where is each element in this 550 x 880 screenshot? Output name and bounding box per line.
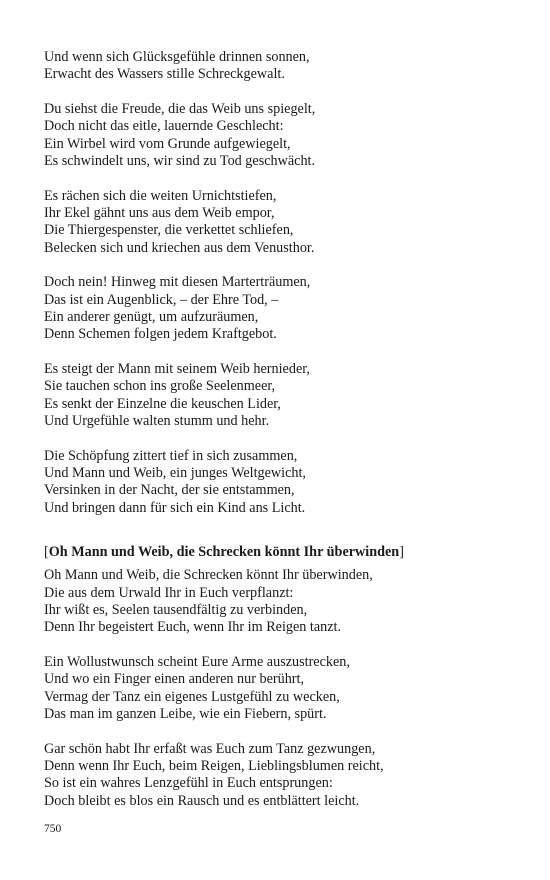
stanza bbox=[44, 448, 514, 517]
verse-line: Und Mann und Weib, ein junges Weltgewicht, bbox=[44, 465, 306, 482]
verse-line: Gar schön habt Ihr erfaßt was Euch zum Tanz gezwungen, bbox=[44, 740, 376, 757]
verse-line: Doch bleibt es blos ein Rausch und es entblättert leicht. bbox=[44, 792, 360, 809]
poem bbox=[44, 567, 514, 810]
stanza bbox=[44, 741, 514, 810]
verse-line: Ein Wirbel wird vom Grunde aufgewiegelt, bbox=[44, 135, 291, 152]
title-bracket-close: ] bbox=[399, 544, 404, 561]
stanza bbox=[44, 274, 514, 343]
verse-line: So ist ein wahres Lenzgefühl in Euch entsprungen: bbox=[44, 775, 333, 792]
poem-title bbox=[44, 544, 514, 561]
stanza bbox=[44, 188, 514, 257]
verse-line: Denn wenn Ihr Euch, beim Reigen, Lieblingsblumen reicht, bbox=[44, 758, 384, 774]
verse-line: Du siehst die Freude, die das Weib uns spiegelt, bbox=[44, 101, 316, 118]
verse-line: Belecken sich und kriechen aus dem Venusthor. bbox=[44, 239, 315, 256]
verse-line: Es senkt der Einzelne die keuschen Lider, bbox=[44, 395, 281, 412]
verse-line: Und wenn sich Glücksgefühle drinnen sonnen, bbox=[44, 49, 310, 65]
verse-line: Versinken in der Nacht, der sie entstammen, bbox=[44, 482, 295, 499]
verse-line: Ein anderer genügt, um aufzuräumen, bbox=[44, 309, 259, 326]
stanza bbox=[44, 567, 514, 636]
verse-line: Das ist ein Augenblick, – der Ehre Tod, – bbox=[44, 291, 279, 308]
verse-line: Es schwindelt uns, wir sind zu Tod geschwächt. bbox=[44, 152, 316, 169]
stanza bbox=[44, 654, 514, 723]
verse-line: Die aus dem Urwald Ihr in Euch verpflanzt: bbox=[44, 584, 294, 601]
poem-continuation bbox=[44, 49, 514, 517]
verse-line: Und wo ein Finger einen anderen nur berührt, bbox=[44, 671, 305, 688]
verse-line: Vermag der Tanz ein eigenes Lustgefühl zu wecken, bbox=[44, 688, 340, 705]
page-number: 750 bbox=[44, 823, 62, 835]
poem-title-text: Oh Mann und Weib, die Schrecken könnt Ihr überwinden bbox=[48, 544, 400, 561]
verse-line: Sie tauchen schon ins große Seelenmeer, bbox=[44, 378, 276, 395]
verse-line: Oh Mann und Weib, die Schrecken könnt Ihr überwinden, bbox=[44, 567, 373, 584]
stanza bbox=[44, 361, 514, 430]
verse-line: Es rächen sich die weiten Urnichtstiefen, bbox=[44, 187, 277, 204]
verse-line: Das man im ganzen Leibe, wie ein Fiebern, spürt. bbox=[44, 705, 327, 722]
verse-line: Denn Schemen folgen jedem Kraftgebot. bbox=[44, 326, 277, 343]
verse-line: Und Urgefühle walten stumm und hehr. bbox=[44, 413, 270, 430]
verse-line: Die Thiergespenster, die verkettet schliefen, bbox=[44, 222, 294, 239]
title-bracket-open: [ bbox=[44, 544, 49, 561]
verse-line: Und bringen dann für sich ein Kind ans Licht. bbox=[44, 499, 306, 516]
verse-line: Doch nicht das eitle, lauernde Geschlecht: bbox=[44, 118, 284, 135]
page-body bbox=[44, 49, 514, 827]
stanza bbox=[44, 101, 514, 170]
verse-line: Ihr Ekel gähnt uns aus dem Weib empor, bbox=[44, 205, 275, 222]
verse-line: Erwacht des Wassers stille Schreckgewalt. bbox=[44, 66, 285, 83]
verse-line: Die Schöpfung zittert tief in sich zusammen, bbox=[44, 447, 298, 464]
verse-line: Ein Wollustwunsch scheint Eure Arme auszustrecken, bbox=[44, 654, 350, 671]
verse-line: Es steigt der Mann mit seinem Weib hernieder, bbox=[44, 361, 310, 378]
verse-line: Denn Ihr begeistert Euch, wenn Ihr im Reigen tanzt. bbox=[44, 619, 342, 636]
verse-line: Ihr wißt es, Seelen tausendfältig zu verbinden, bbox=[44, 601, 308, 618]
verse-line: Doch nein! Hinweg mit diesen Marterträumen, bbox=[44, 274, 311, 291]
stanza bbox=[44, 49, 514, 84]
